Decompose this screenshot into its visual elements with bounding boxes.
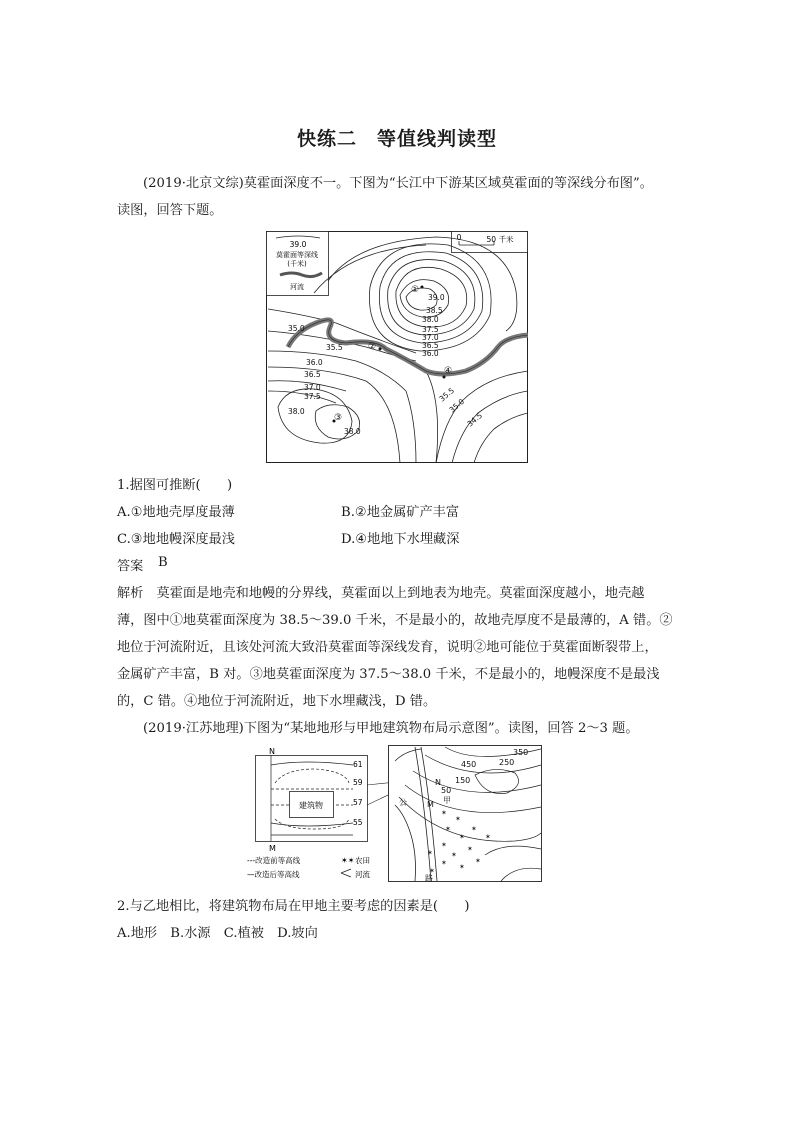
contour-label: 350 — [513, 748, 529, 757]
answer-label: 答案 — [117, 559, 144, 574]
legend-farm-icon: ✶✶ — [341, 856, 355, 865]
legend-before: ---改造前等高线 — [247, 856, 301, 865]
svg-text:✶: ✶ — [441, 841, 447, 849]
elev-label: 61 — [353, 760, 363, 769]
contour-label: 35.5 — [437, 385, 457, 404]
elev-label: 55 — [353, 818, 363, 827]
svg-text:✶: ✶ — [485, 833, 491, 841]
contour-label: 38.0 — [344, 427, 361, 436]
svg-text:✶: ✶ — [459, 863, 465, 871]
svg-text:✶: ✶ — [455, 815, 461, 823]
svg-text:✶: ✶ — [467, 845, 473, 853]
contour-label: 37.5 — [304, 392, 321, 401]
inset-south: M — [269, 844, 276, 853]
road-char: 公 — [399, 798, 407, 807]
building-label: 建筑物 — [299, 801, 323, 810]
analysis-line: 解析 莫霍面是地壳和地幔的分界线，莫霍面以上到地表为地壳。莫霍面深度越小，地壳越 — [117, 586, 645, 601]
contour-label: 36.0 — [422, 349, 439, 358]
svg-text:✶: ✶ — [459, 833, 465, 841]
legend-contour-label: 莫霍面等深线 — [276, 251, 318, 259]
moho-contour-map — [266, 231, 528, 463]
elev-label: 59 — [353, 778, 363, 787]
place-n: N — [435, 778, 441, 787]
legend-farm: 农田 — [355, 856, 370, 865]
svg-text:✶: ✶ — [441, 859, 447, 867]
contour-label: 50 — [441, 786, 452, 795]
scale-value: 50 千米 — [486, 235, 514, 244]
q2-options: A.地形 B.水源 C.植被 D.坡向 — [117, 926, 318, 941]
contour-label: 37.0 — [304, 383, 321, 392]
svg-text:✶: ✶ — [445, 825, 451, 833]
contour-label: 38.0 — [288, 407, 305, 416]
point-2: ② — [368, 342, 377, 352]
contour-label: 35.5 — [326, 343, 343, 352]
contour-label: 38.5 — [426, 306, 443, 315]
q1-option-c: C.③地地幔深度最浅 — [117, 532, 235, 547]
legend-river: 河流 — [355, 870, 370, 879]
q1-option-a: A.①地地壳厚度最薄 — [117, 505, 235, 520]
point-3: ③ — [334, 413, 343, 423]
road-char: 路 — [425, 874, 433, 883]
svg-text:✶: ✶ — [429, 867, 435, 875]
terrain-building-map — [245, 745, 542, 883]
svg-text:✶: ✶ — [471, 825, 477, 833]
contour-label: 35.0 — [447, 396, 467, 415]
q2-stem: 2.与乙地相比，将建筑物布局在甲地主要考虑的因素是( ) — [117, 899, 470, 914]
intro2: (2019·江苏地理)下图为“某地地形与甲地建筑物布局示意图”。读图，回答 2～3 题。 — [143, 721, 639, 736]
intro1-line2: 读图，回答下题。 — [117, 203, 223, 218]
contour-label: 250 — [499, 758, 515, 767]
analysis-line: 地位于河流附近，且该处河流大致沿莫霍面等深线发育，说明②地可能位于莫霍面断裂带上， — [117, 640, 658, 655]
contour-label: 35.0 — [288, 324, 305, 333]
legend-river-label: 河流 — [290, 283, 304, 291]
intro1-line1: (2019·北京文综)莫霍面深度不一。下图为“长江中下游某区域莫霍面的等深线分布图”。 — [143, 176, 653, 191]
inset-north: N — [269, 747, 275, 756]
point-4: ④ — [444, 366, 453, 376]
contour-label: 36.0 — [306, 358, 323, 367]
svg-text:✶: ✶ — [427, 849, 433, 857]
point-1: ① — [411, 285, 420, 295]
svg-text:✶: ✶ — [441, 809, 447, 817]
answer-value: B — [158, 555, 168, 570]
legend-contour-value: 39.0 — [289, 240, 307, 249]
elev-label: 57 — [353, 798, 363, 807]
legend-river-icon — [341, 869, 351, 877]
q1-stem: 1.据图可推断( ) — [117, 478, 233, 493]
contour-label: 34.5 — [465, 410, 485, 429]
scale-zero: 0 — [456, 233, 462, 242]
contour-label: 37.0 — [422, 333, 439, 342]
contour-label: 150 — [455, 776, 471, 785]
legend-after: —改造后等高线 — [247, 870, 300, 879]
contour-label: 450 — [461, 760, 477, 769]
q1-option-b: B.②地金属矿产丰富 — [341, 505, 460, 520]
analysis-line: 金属矿产丰富，B 对。③地莫霍面深度为 37.5～38.0 千米，不是最小的，地幔深度不是最浅 — [117, 667, 660, 682]
contour-label: 38.0 — [422, 315, 439, 324]
place-m: M — [427, 800, 434, 809]
analysis-line: 薄，图中①地莫霍面深度为 38.5～39.0 千米，不是最小的，故地壳厚度不是最薄的，A 错。② — [117, 613, 673, 628]
legend-contour-unit: (千米) — [287, 260, 307, 268]
svg-text:✶: ✶ — [475, 857, 481, 865]
contour-label: 37.5 — [422, 325, 439, 334]
svg-text:✶: ✶ — [451, 851, 457, 859]
analysis-line: 的，C 错。④地位于河流附近，地下水埋藏浅，D 错。 — [117, 694, 437, 709]
contour-label: 39.0 — [428, 293, 445, 302]
q1-option-d: D.④地地下水埋藏深 — [341, 532, 460, 547]
page-title: 快练二 等值线判读型 — [296, 128, 497, 150]
contour-label: 36.5 — [304, 370, 321, 379]
place-jia: 甲 — [443, 796, 451, 805]
contour-label: 36.5 — [422, 341, 439, 350]
